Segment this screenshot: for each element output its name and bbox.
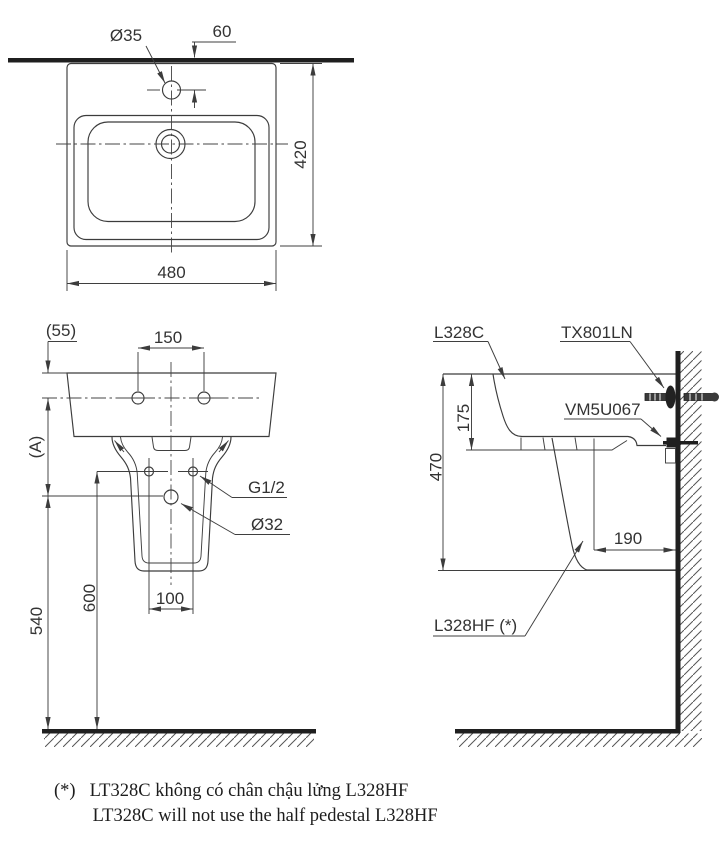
dim-faucet-hole-label: Ø35	[109, 26, 143, 45]
lavatory-outline-front	[67, 373, 276, 437]
label-drain-fitting-model: VM5U067	[565, 400, 641, 419]
floor-line-side	[455, 729, 680, 734]
footnote-line-english: LT328C will not use the half pedestal L328HF	[92, 806, 438, 826]
footnote-marker: (*)	[54, 781, 76, 801]
dim-overall-height-label: 470	[426, 452, 446, 482]
label-supply-thread: G1/2	[248, 478, 285, 497]
dim-basin-height-label: 175	[454, 403, 473, 433]
dim-drain-to-wall-label: 190	[613, 529, 643, 548]
wall-line-side	[676, 351, 681, 733]
floor-hatch-side	[457, 734, 702, 748]
label-half-pedestal-model: L328HF (*)	[434, 616, 518, 635]
dim-hole-spacing-label: 150	[153, 328, 183, 347]
pedestal-notch	[152, 437, 191, 451]
dim-ref-height-label: (A)	[26, 435, 45, 459]
plan-view	[8, 22, 354, 291]
dim-supply-height-label: 600	[80, 583, 99, 613]
dim-rim-to-holes-label: (55)	[45, 321, 77, 340]
front-view	[26, 321, 316, 747]
dim-drain-height-label: 540	[27, 606, 46, 636]
label-fixing-bolt-model: TX801LN	[561, 323, 633, 342]
dim-depth-label: 420	[291, 140, 310, 169]
footnote	[54, 779, 438, 829]
dim-width-label: 480	[157, 263, 186, 282]
footnote-line-vietnamese: LT328C không có chân chậu lửng L328HF	[89, 781, 409, 801]
floor-hatch-front	[44, 734, 314, 748]
apron-bottom-side	[466, 441, 627, 451]
label-lavatory-model: L328C	[434, 323, 485, 342]
label-drain-diameter: Ø32	[251, 515, 284, 534]
floor-line-front	[42, 729, 316, 734]
half-pedestal-inner-front	[121, 437, 223, 563]
dim-supply-spacing-label: 100	[155, 589, 185, 608]
side-view	[427, 323, 720, 747]
dim-hole-to-wall-label: 60	[212, 22, 232, 41]
wall-hatch-side	[681, 351, 702, 731]
wall-line-plan	[8, 58, 354, 63]
